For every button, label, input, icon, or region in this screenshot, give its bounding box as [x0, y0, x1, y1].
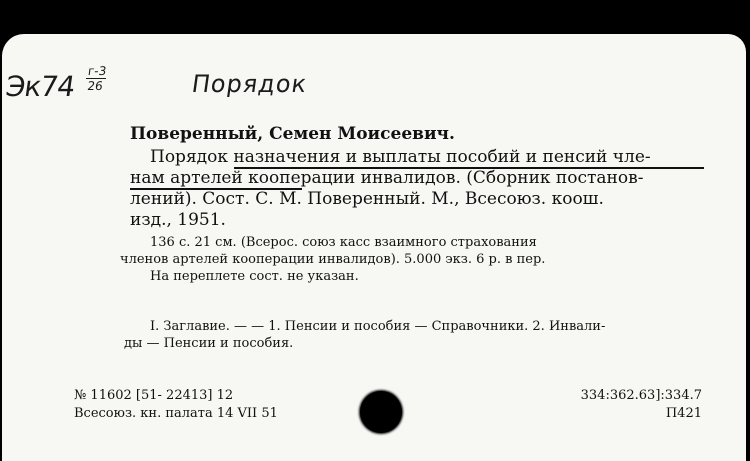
note-line: На переплете сост. не указан. — [150, 269, 359, 284]
handwritten-fraction-top: г-3 — [87, 64, 108, 78]
subject-line-2: ды — Пенсии и пособия. — [124, 336, 294, 351]
handwritten-fraction — [84, 64, 108, 93]
handwritten-word: Порядок — [190, 70, 310, 98]
author-heading: Поверенный, Семен Моисеевич. — [130, 124, 455, 144]
collation-line-2: членов артелей кооперации инвалидов). 5.000 экз. 6 р. в пер. — [120, 252, 546, 267]
collation-line-1: 136 с. 21 см. (Всерос. союз касс взаимного страхования — [150, 235, 537, 250]
registration-number: № 11602 [51- 22413] 12 — [74, 388, 234, 403]
title-line-1: Порядок назначения и выплаты пособий и пенсий чле- — [150, 147, 651, 167]
chamber-date: Всесоюз. кн. палата 14 VII 51 — [74, 406, 278, 421]
handwritten-shelfmark: Эк74 — [3, 70, 77, 103]
catalog-card — [2, 34, 746, 461]
title-line-3: лений). Сост. С. М. Поверенный. М., Всесоюз. коош. — [130, 189, 604, 209]
title-line-4: изд., 1951. — [130, 210, 226, 230]
author-mark: П421 — [665, 406, 702, 421]
underline-2 — [130, 188, 302, 190]
underline-1 — [234, 167, 704, 169]
classification-code: 334:362.63]:334.7 — [580, 388, 702, 403]
handwritten-fraction-bottom: 26 — [86, 79, 104, 93]
subject-line-1: I. Заглавие. — — 1. Пенсии и пособия — Справочники. 2. Инвали- — [150, 319, 606, 334]
title-line-2: нам артелей кооперации инвалидов. (Сборник постанов- — [130, 168, 644, 188]
ink-stamp — [360, 391, 402, 433]
